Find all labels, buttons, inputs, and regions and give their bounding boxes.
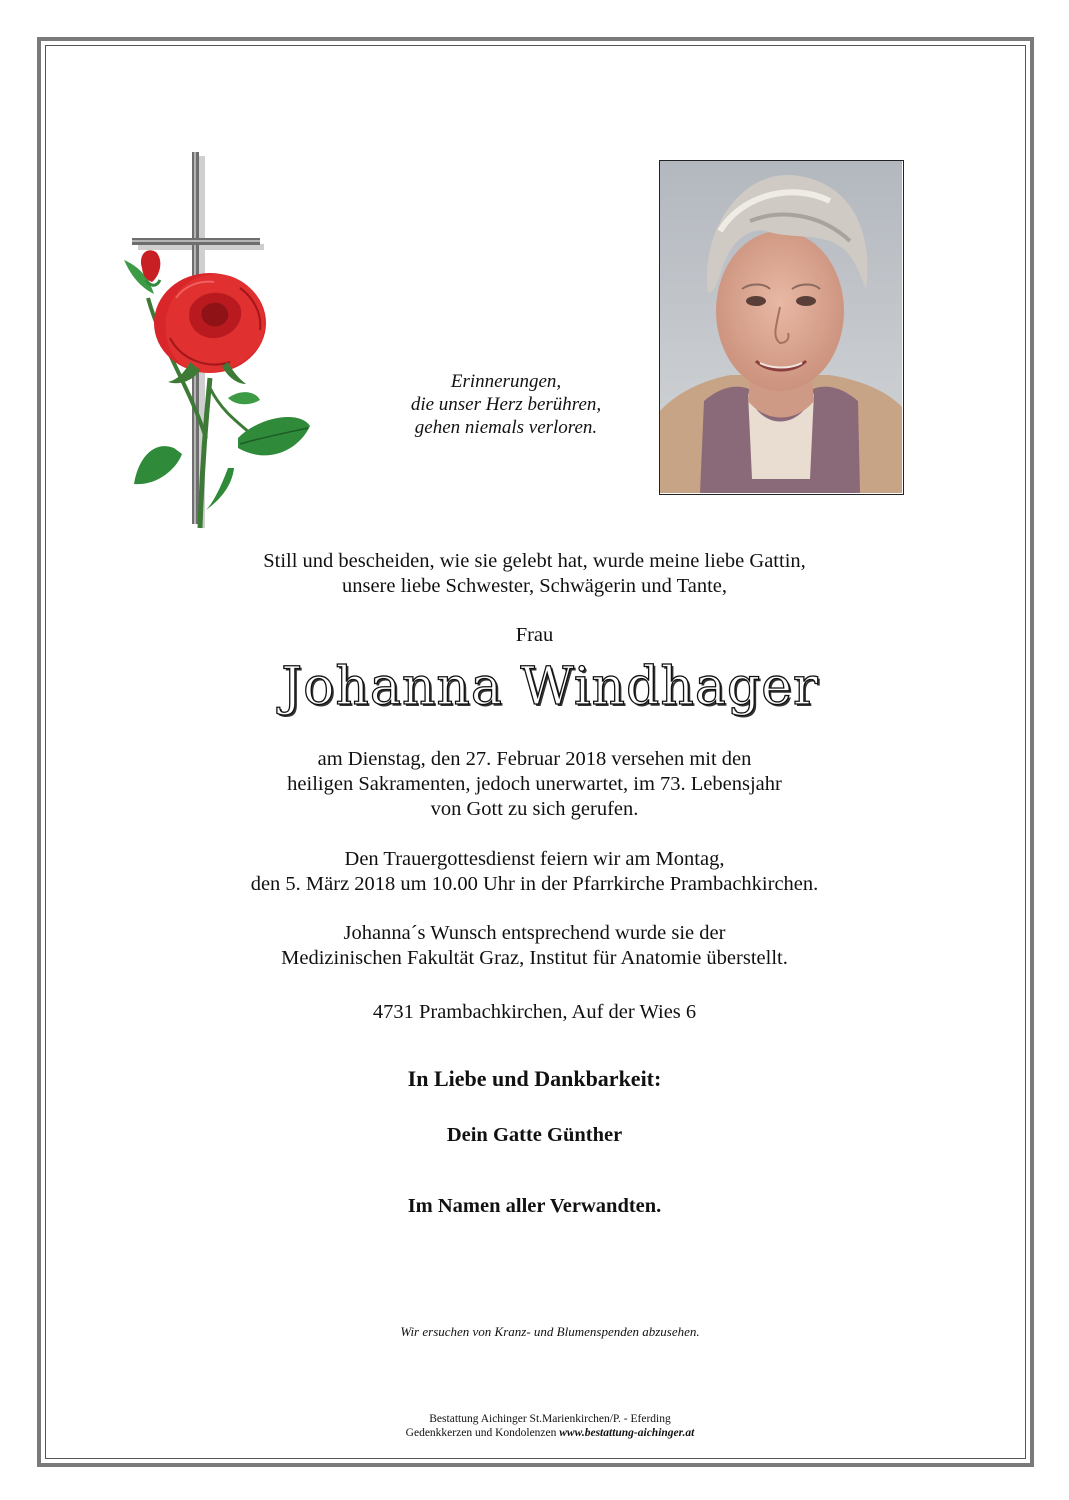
quote-line: gehen niemals verloren. <box>414 417 598 438</box>
cross-icon <box>110 148 320 540</box>
footer <box>0 1412 1069 1440</box>
footer-website-link[interactable]: www.bestattung-aichinger.at <box>559 1427 695 1439</box>
portrait-image <box>660 161 902 493</box>
service-line: den 5. März 2018 um 10.00 Uhr in der Pfarrkirche Prambachkirchen. <box>250 873 819 895</box>
funeral-service-info <box>0 847 1069 897</box>
gratitude-text: In Liebe und Dankbarkeit: <box>407 1066 662 1091</box>
wish-line: Johanna´s Wunsch entsprechend wurde sie der <box>343 922 726 944</box>
quote-line: die unser Herz berühren, <box>410 394 602 415</box>
address-text: 4731 Prambachkirchen, Auf der Wies 6 <box>372 1001 697 1023</box>
flower-note: Wir ersuchen von Kranz- und Blumenspenden abzusehen. <box>400 1324 700 1339</box>
intro-text <box>0 549 1069 599</box>
cross-rose-image <box>110 148 320 540</box>
deceased-name: Johanna Windhager <box>281 657 819 717</box>
salutation-text: Frau <box>515 624 554 646</box>
footer-text: Gedenkkerzen und Kondolenzen <box>405 1427 557 1439</box>
footer-line-2 <box>0 1426 1069 1440</box>
portrait-photo <box>659 160 904 495</box>
service-line: Den Trauergottesdienst feiern wir am Montag, <box>344 848 725 870</box>
wish-info <box>0 921 1069 971</box>
death-line: heiligen Sakramenten, jedoch unerwartet, im 73. Lebensjahr <box>287 773 782 795</box>
footer-line-1: Bestattung Aichinger St.Marienkirchen/P. - Eferding <box>429 1413 671 1425</box>
address <box>0 1000 1069 1025</box>
death-announcement <box>0 747 1069 822</box>
quote-line: Erinnerungen, <box>450 371 562 392</box>
salutation <box>0 623 1069 648</box>
death-line: am Dienstag, den 27. Februar 2018 versehen mit den <box>317 748 752 770</box>
spouse-signature <box>0 1123 1069 1148</box>
relatives-text: Im Namen aller Verwandten. <box>407 1195 662 1217</box>
relatives-signature <box>0 1194 1069 1219</box>
death-line: von Gott zu sich gerufen. <box>430 798 639 820</box>
intro-line: unsere liebe Schwester, Schwägerin und Tante, <box>341 575 728 597</box>
gratitude-heading <box>0 1066 1069 1091</box>
intro-line: Still und bescheiden, wie sie gelebt hat, wurde meine liebe Gattin, <box>263 550 806 572</box>
memorial-quote <box>370 370 642 439</box>
wish-line: Medizinischen Fakultät Graz, Institut für Anatomie überstellt. <box>281 947 788 969</box>
spouse-text: Dein Gatte Günther <box>446 1124 623 1146</box>
